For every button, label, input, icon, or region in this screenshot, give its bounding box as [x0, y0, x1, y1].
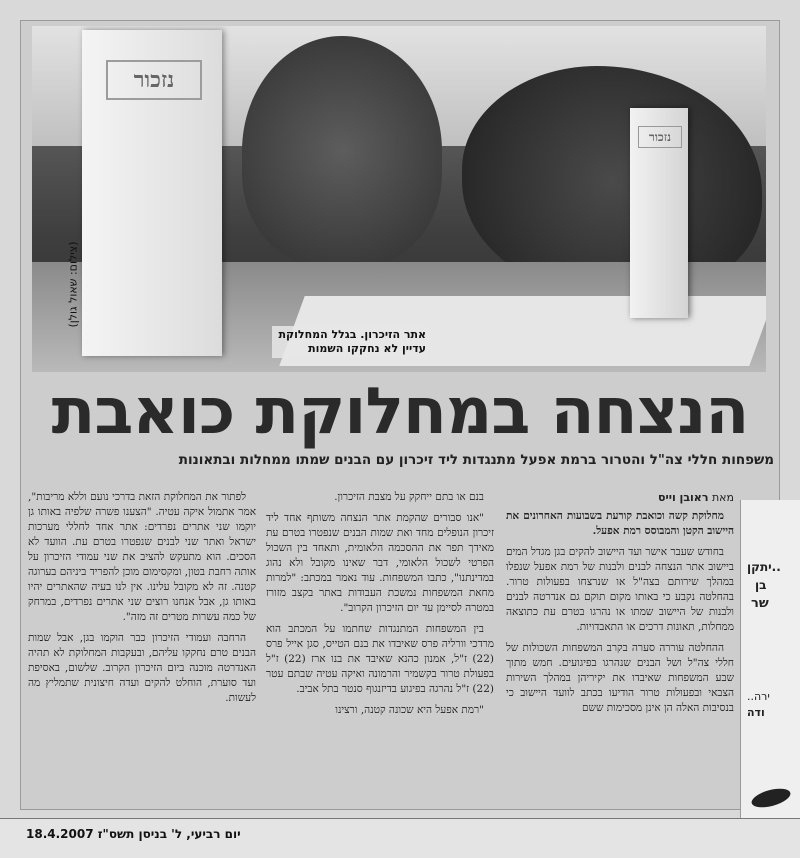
article-lead: מחלוקת קשה וכואבת קורעת בשבועות האחרונים את היישוב הקטן והמבוסס רמת אפעל.: [506, 510, 734, 537]
memorial-pillar-left: [82, 30, 222, 356]
photo-tree: [242, 36, 442, 266]
caption-line: אתר הזיכרון. בגלל המחלוקת: [278, 328, 426, 341]
paragraph: בנם או בתם ייחקק על מצבת הזיכרון.: [334, 491, 484, 503]
byline: [506, 490, 734, 505]
paragraph: לפתור את המחלוקת הזאת בדרכי נועם וללא מריבות", אמר אתמול איקה עטיה. "הצענו פשרה שלפיה באותו גן יוקמו שני אתרים נפרדים: אתר אחד לחללי מערכות ישראל ואתר שני לבנים שנפטרו בטרם עת. הוועד לא הסכים. הוא מתעקש להציב את שני עמודי הזיכרון על אותה רחבת בטון, ומקסימום מוכן להפריד ביניהם בערוגה קטנה. זה לא מקובל עלינו. אין לנו בעיה שהאתרים יהיו באותו גן, אבל אנחנו רוצים שני אתרים נפרדים, במרחק של כמה עשרות מטרים זה מזה".: [28, 491, 256, 623]
pillar-engraving: נזכור: [638, 126, 682, 148]
paragraph: בין המשפחות המתנגדות שחתמו על המכתב הוא מרדכי וורליה פרס שאיבדו את בנם הטייס, סגן אייל פרס (22) ז"ל, אמנון כהנא שאיבד את בנו ארז (22) ז"ל בפעולת טרור בקשמיר והרמונה ואיקה עטיה שבתם עטר (22) ז"ל נהרגה בפיגוע בדיזנגוף סנטר בתל אביב.: [266, 623, 494, 695]
byline-prefix: מאת: [711, 491, 734, 504]
paragraph: "אנו סבורים שהקמת אתר הנצחה משותף אחד ליד זיכרון הנופלים מחד ואת שמות הבנים שנפטרו בטרם עת מאידך תפר את ההסכמה הלאומית, ותאחד בין השכול הפרטי לשכול הלאומי, דבר שאינו מקובל ולא נהוג במדינתנו", כתבו המשפחות. עוד נאמר במכתב: "למרות מחאת המשפחות נמשכת העבודות באתר בקצב מזורז במטרה לסיימן עד יום הזיכרון הקרוב".: [266, 512, 494, 614]
article-subheadline: משפחות חללי צה"ל והטרור ברמת אפעל מתנגדות ליד זיכרון עם הבנים שמתו ממחלות ובתאונות: [178, 452, 774, 468]
photo-credit: (צילום: שאול גולן): [66, 241, 80, 328]
article-headline: הנצחה במחלוקת כואבת: [51, 375, 749, 449]
memorial-pillar-right: [630, 108, 688, 318]
paragraph: הרחבה ועמודי הזיכרון כבר הוקמו בגן, אבל שמות הבנים טרם נחקקו עליהם, ובעקבות המחלוקת לא תהיה האנדרטה מוכנה ביום הזיכרון הקרוב. שלשום, באסיפת ועד סוערת, הוחלט להקים ועדה חיצונית שתמליץ מה לעשות.: [28, 632, 256, 704]
ad-text: ודה: [747, 706, 765, 719]
memorial-photo: [32, 26, 766, 372]
ad-text: ..ירה: [747, 690, 770, 703]
paragraph: בחודש שעבר אישר ועד היישוב להקים בגן מגדל המים ביישוב אתר הנצחה לבנים ולבנות של רמת אפעל שנפלו במהלך שירותם בצה"ל או שנרצחו בפעולות טרור. בהחלטה נקבע כי באותו מקום תוקם גם אנדרטה לבנים ולבנות של היישוב שמתו או נהרגו בטרם עת כתוצאה ממחלות, תאונות דרכים או התאבדויות.: [506, 546, 734, 633]
adjacent-advertisement: [740, 500, 800, 820]
ad-logo-icon: [750, 785, 793, 811]
paragraph: ההחלטה עוררה סערה בקרב המשפחות השכולות של חללי צה"ל ושל הבנים שנהרגו בפיגועים. חמש מתוך שבע המשפחות שאיבדו את יקיריהן במהלך השירות הצבאי ובפעולות טרור הודיעו בכתב לוועד היישוב כי בנסיבות האלה הן אינן מסכימות ששם: [506, 642, 734, 714]
newspaper-clipping: [20, 20, 780, 810]
caption-line: עדיין לא נחקקו השמות: [308, 342, 426, 355]
photo-caption: [272, 326, 430, 358]
article-column: [266, 490, 494, 724]
publication-date: יום רביעי, ל' בניסן תשס"ז 18.4.2007: [26, 827, 241, 841]
page-footer: [0, 818, 800, 858]
paragraph: "רמת אפעל היא שכונה קטנה, ורצינו: [335, 704, 484, 716]
article-column: [506, 490, 734, 722]
ad-text: בן: [755, 578, 767, 592]
byline-author: ראובן וייס: [657, 491, 709, 504]
ad-text: ..יתקן: [747, 560, 781, 574]
article-column: [28, 490, 256, 712]
ad-text: שר: [751, 596, 769, 611]
pillar-engraving: נזכור: [106, 60, 202, 100]
